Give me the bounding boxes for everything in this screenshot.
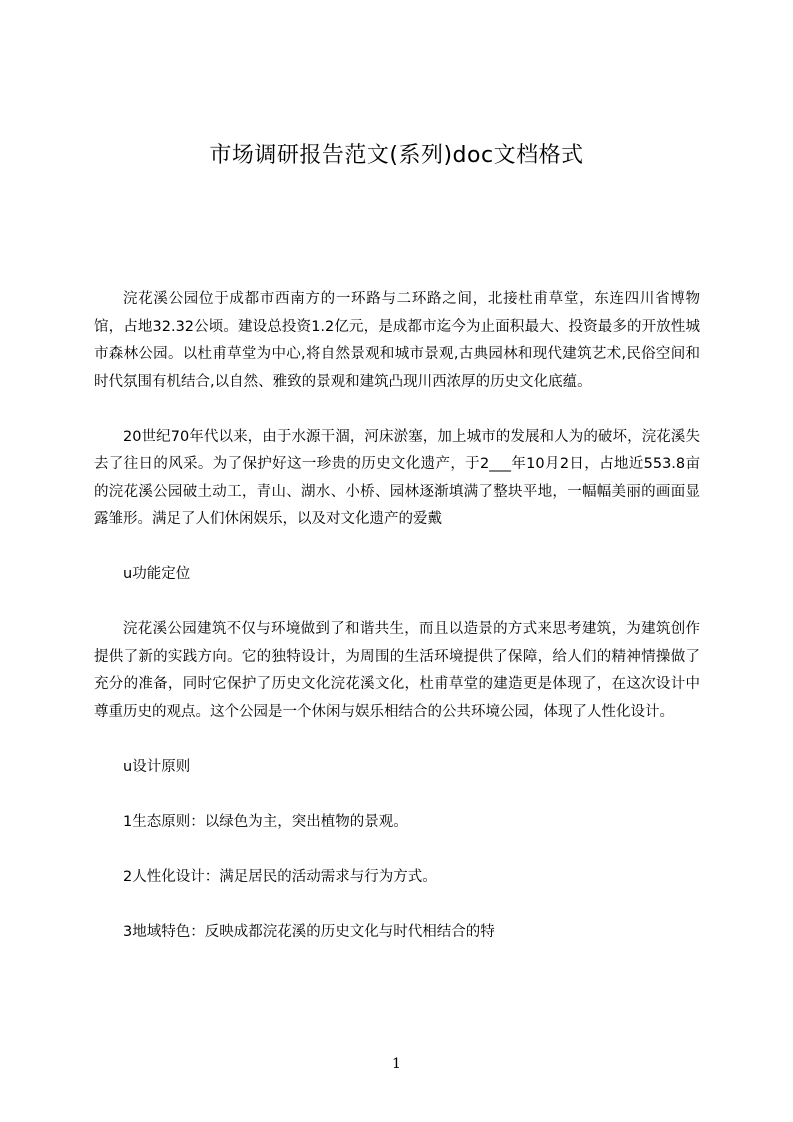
- section-heading-principles: u设计原则: [123, 758, 191, 775]
- principle-regional: 3地域特色：反映成都浣花溪的历史文化与时代相结合的特: [123, 923, 495, 940]
- paragraph-function: 浣花溪公园建筑不仅与环境做到了和谐共生，而且以造景的方式来思考建筑，为建筑创作提供了新的实践方向。它的独特设计，为周围的生活环境提供了保障，给人们的精神情操做了充分的准备，同时它保护了历史文化浣花溪文化，杜甫草堂的建造更是体现了，在这次设计中尊重历史的观点。这个公园是一个休闲与娱乐相结合的公共环境公园，体现了人性化设计。: [94, 621, 700, 720]
- principle-humanized: 2人性化设计：满足居民的活动需求与行为方式。: [123, 868, 437, 885]
- principle-ecology: 1生态原则：以绿色为主，突出植物的景观。: [123, 813, 408, 830]
- page-number: 1: [392, 1056, 401, 1072]
- document-title: 市场调研报告范文(系列)doc文档格式: [209, 143, 584, 168]
- paragraph-intro: 浣花溪公园位于成都市西南方的一环路与二环路之间，北接杜甫草堂，东连四川省博物馆，占地32.32公顷。建设总投资1.2亿元，是成都市迄今为止面积最大、投资最多的开放性城市森林公园。以杜甫草堂为中心,将自然景观和城市景观,古典园林和现代建筑艺术,民俗空间和时代氛围有机结合,以自然、雅致的景观和建筑凸现川西浓厚的历史文化底蕴。: [94, 291, 700, 390]
- paragraph-history: 20世纪70年代以来，由于水源干涸，河床淤塞，加上城市的发展和人为的破坏，浣花溪失去了往日的风采。为了保护好这一珍贵的历史文化遗产，于2___年10月2日，占地近553.8亩的浣花溪公园破土动工，青山、湖水、小桥、园林逐渐填满了整块平地，一幅幅美丽的画面显露雏形。满足了人们休闲娱乐，以及对文化遗产的爱戴: [94, 428, 700, 527]
- document-body: [94, 286, 700, 974]
- section-heading-function: u功能定位: [123, 566, 191, 582]
